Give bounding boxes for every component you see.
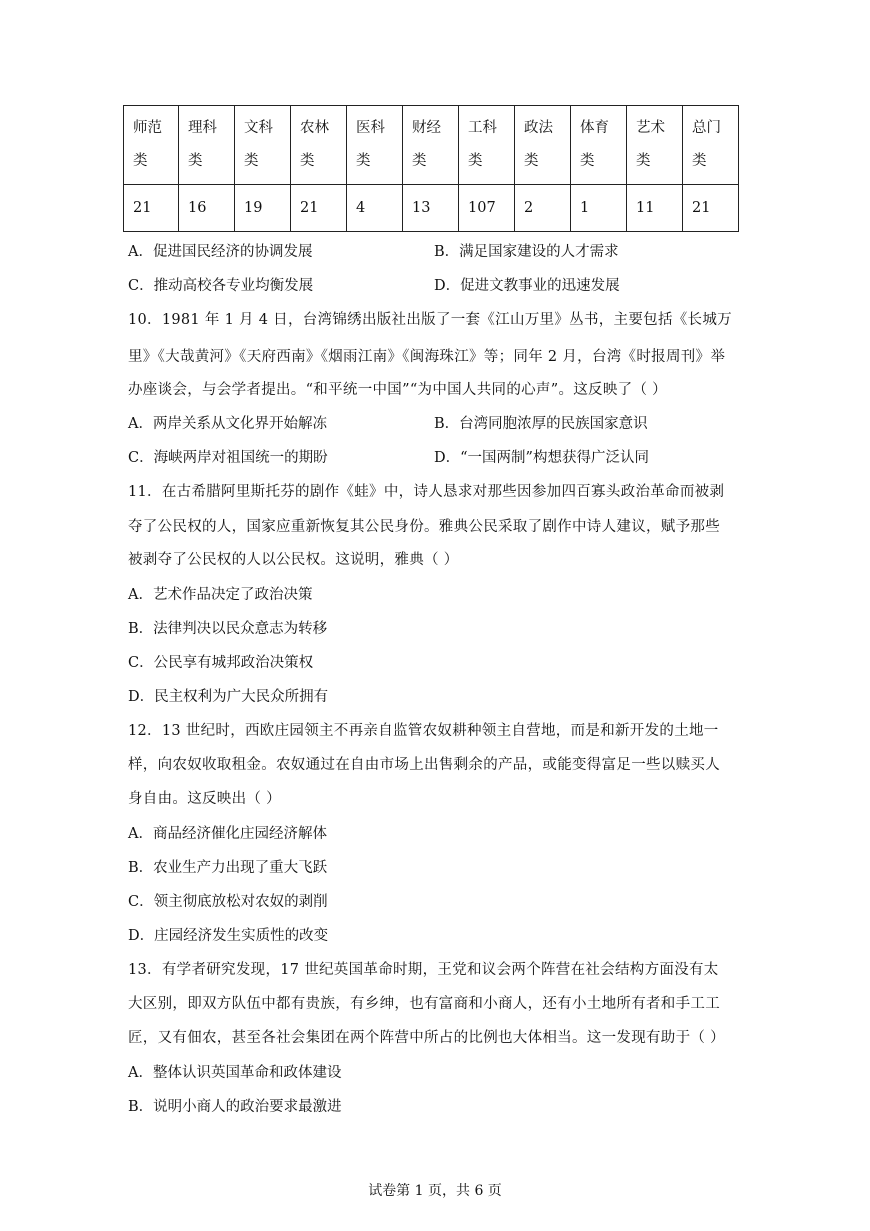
q13-option-a: A．整体认识英国革命和政体建设 [128, 1065, 342, 1081]
q10-stem-line: 10．1981 年 1 月 4 日，台湾锦绣出版社出版了一套《江山万里》丛书，主要包括《长城万 [128, 312, 732, 328]
q9-option-d: D．促进文教事业的迅速发展 [434, 278, 620, 294]
q10-option-c: C．海峡两岸对祖国统一的期盼 [128, 450, 328, 466]
table-header-cell: 总门 类 [683, 106, 739, 185]
q11-option-d: D．民主权利为广大民众所拥有 [128, 689, 329, 705]
table-header-row [124, 106, 739, 185]
q10-option-d: D．“一国两制”构想获得广泛认同 [434, 450, 649, 466]
table-header-cell: 文科 类 [235, 106, 291, 185]
q13-stem-line: 大区别，即双方队伍中都有贵族，有乡绅，也有富商和小商人，还有小土地所有者和手工工 [128, 996, 720, 1012]
table-value-cell: 2 [515, 185, 571, 232]
q13-stem-line: 13．有学者研究发现，17 世纪英国革命时期，王党和议会两个阵营在社会结构方面没有太 [128, 962, 719, 978]
q11-option-a: A．艺术作品决定了政治决策 [128, 587, 313, 603]
table-header-cell: 农林 类 [291, 106, 347, 185]
table-value-cell: 11 [627, 185, 683, 232]
table-header-cell: 财经 类 [403, 106, 459, 185]
q10-option-a: A．两岸关系从文化界开始解冻 [128, 416, 327, 432]
q9-option-a: A．促进国民经济的协调发展 [128, 244, 313, 260]
q11-option-b: B．法律判决以民众意志为转移 [128, 621, 328, 637]
table-value-cell: 21 [291, 185, 347, 232]
table-value-cell: 13 [403, 185, 459, 232]
q11-stem-line: 11．在古希腊阿里斯托芬的剧作《蛙》中，诗人恳求对那些因参加四百寡头政治革命而被剥 [128, 484, 725, 500]
table-value-cell: 107 [459, 185, 515, 232]
table-header-cell: 工科 类 [459, 106, 515, 185]
q12-stem-line: 样，向农奴收取租金。农奴通过在自由市场上出售剩余的产品，或能变得富足一些以赎买人 [128, 757, 720, 773]
q13-stem-line: 匠，又有佃农，甚至各社会集团在两个阵营中所占的比例也大体相当。这一发现有助于（ ） [128, 1030, 725, 1046]
q9-option-c: C．推动高校各专业均衡发展 [128, 278, 314, 294]
q12-stem-line: 身自由。这反映出（ ） [128, 791, 281, 807]
table-header-cell: 理科 类 [179, 106, 235, 185]
enrollment-table [123, 105, 739, 232]
table-header-cell: 体育 类 [571, 106, 627, 185]
q11-option-c: C．公民享有城邦政治决策权 [128, 655, 314, 671]
table-value-row [124, 185, 739, 232]
q12-option-a: A．商品经济催化庄园经济解体 [128, 826, 327, 842]
table-value-cell: 21 [683, 185, 739, 232]
q9-option-b: B．满足国家建设的人才需求 [434, 244, 619, 260]
table-value-cell: 19 [235, 185, 291, 232]
table-value-cell: 1 [571, 185, 627, 232]
q10-stem-line: 里》《大哉黄河》《天府西南》《烟雨江南》《闽海珠江》等；同年 2 月，台湾《时报周刊》举 [128, 349, 726, 365]
q10-stem-line: 办座谈会，与会学者提出。“和平统一中国”“为中国人共同的心声”。这反映了（ ） [128, 382, 667, 398]
table-value-cell: 4 [347, 185, 403, 232]
q10-option-b: B．台湾同胞浓厚的民族国家意识 [434, 416, 648, 432]
q13-option-b: B．说明小商人的政治要求最激进 [128, 1099, 342, 1115]
q12-option-d: D．庄园经济发生实质性的改变 [128, 928, 329, 944]
q12-stem-line: 12．13 世纪时，西欧庄园领主不再亲自监管农奴耕种领主自营地，而是和新开发的土地一 [128, 723, 719, 739]
q11-stem-line: 被剥夺了公民权的人以公民权。这说明，雅典（ ） [128, 552, 459, 568]
table-header-cell: 医科 类 [347, 106, 403, 185]
q12-option-b: B．农业生产力出现了重大飞跃 [128, 860, 328, 876]
table-value-cell: 21 [124, 185, 179, 232]
table-header-cell: 师范 类 [124, 106, 179, 185]
q12-option-c: C．领主彻底放松对农奴的剥削 [128, 894, 328, 910]
table-header-cell: 艺术 类 [627, 106, 683, 185]
q11-stem-line: 夺了公民权的人，国家应重新恢复其公民身份。雅典公民采取了剧作中诗人建议，赋予那些 [128, 519, 720, 535]
page-footer: 试卷第 1 页，共 6 页 [368, 1183, 502, 1199]
table-header-cell: 政法 类 [515, 106, 571, 185]
table-value-cell: 16 [179, 185, 235, 232]
